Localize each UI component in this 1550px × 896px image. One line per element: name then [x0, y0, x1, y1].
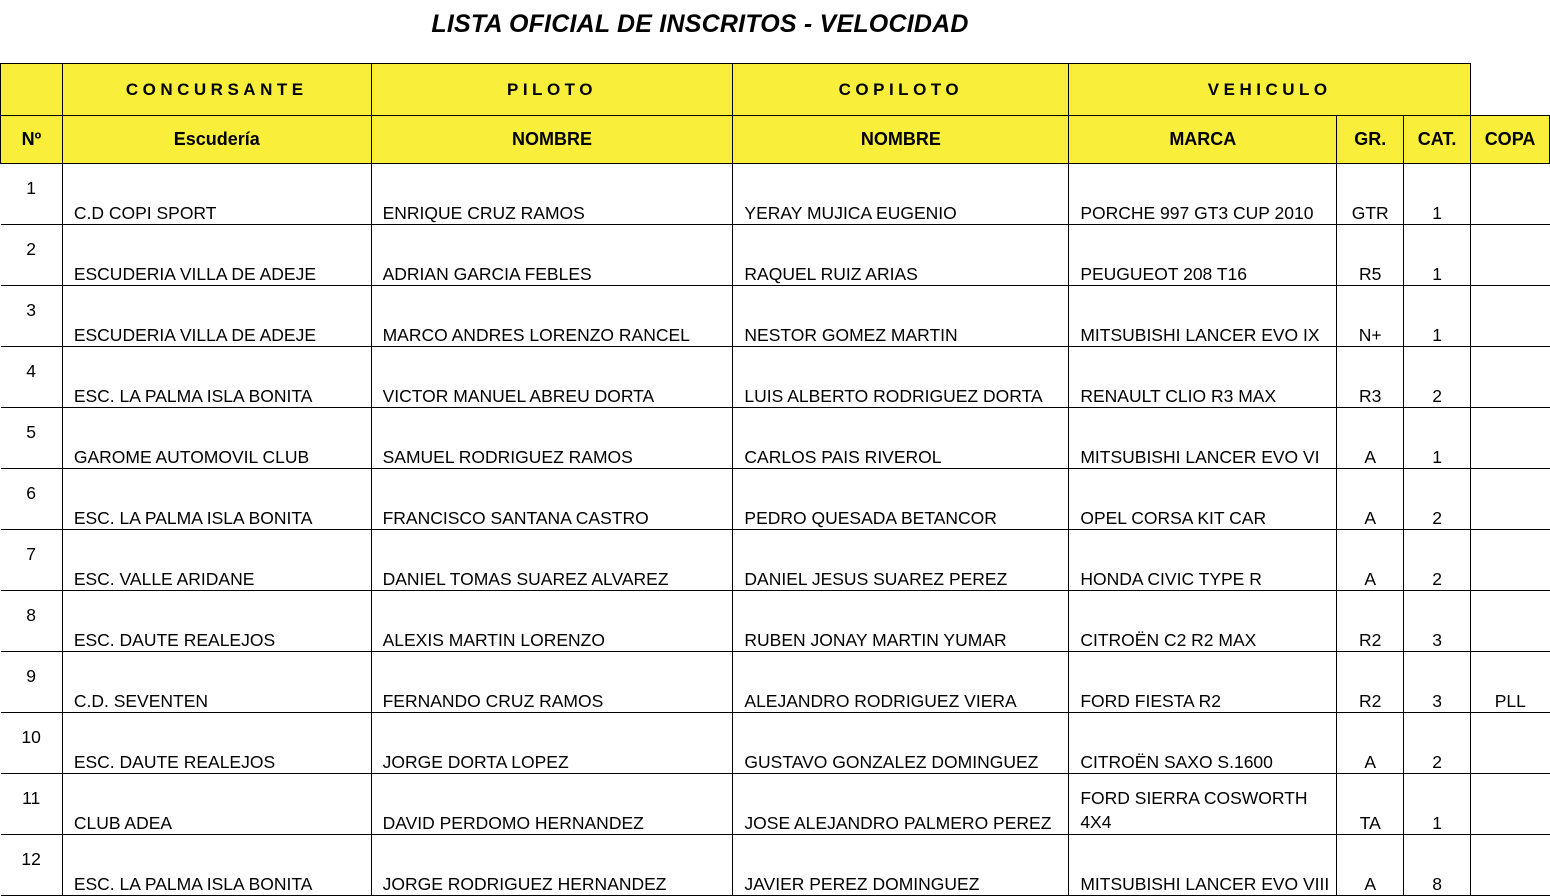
cell-piloto: ALEXIS MARTIN LORENZO — [371, 591, 733, 652]
table-row — [1, 713, 1550, 774]
group-header-concursante: CONCURSANTE — [62, 64, 371, 116]
cell-marca: RENAULT CLIO R3 MAX — [1069, 347, 1337, 408]
cell-num: 1 — [1, 164, 63, 225]
table-row — [1, 225, 1550, 286]
cell-piloto: DAVID PERDOMO HERNANDEZ — [371, 774, 733, 835]
cell-gr: A — [1337, 713, 1404, 774]
cell-copiloto: JOSE ALEJANDRO PALMERO PEREZ — [733, 774, 1069, 835]
cell-gr: GTR — [1337, 164, 1404, 225]
cell-copiloto: GUSTAVO GONZALEZ DOMINGUEZ — [733, 713, 1069, 774]
cell-escuderia: C.D COPI SPORT — [62, 164, 371, 225]
cell-gr: A — [1337, 835, 1404, 896]
cell-gr: TA — [1337, 774, 1404, 835]
cell-marca: FORD FIESTA R2 — [1069, 652, 1337, 713]
cell-copa — [1471, 469, 1550, 530]
table-row — [1, 408, 1550, 469]
cell-num: 12 — [1, 835, 63, 896]
cell-gr: R2 — [1337, 591, 1404, 652]
cell-gr: A — [1337, 530, 1404, 591]
cell-piloto: FERNANDO CRUZ RAMOS — [371, 652, 733, 713]
cell-cat: 1 — [1404, 286, 1471, 347]
cell-escuderia: ESC. LA PALMA ISLA BONITA — [62, 835, 371, 896]
cell-copiloto: PEDRO QUESADA BETANCOR — [733, 469, 1069, 530]
cell-piloto: JORGE DORTA LOPEZ — [371, 713, 733, 774]
cell-piloto: DANIEL TOMAS SUAREZ ALVAREZ — [371, 530, 733, 591]
cell-num: 3 — [1, 286, 63, 347]
cell-copiloto: DANIEL JESUS SUAREZ PEREZ — [733, 530, 1069, 591]
cell-cat: 2 — [1404, 713, 1471, 774]
cell-escuderia: ESC. LA PALMA ISLA BONITA — [62, 469, 371, 530]
column-header-marca: MARCA — [1069, 116, 1337, 164]
cell-copa — [1471, 225, 1550, 286]
cell-escuderia: C.D. SEVENTEN — [62, 652, 371, 713]
cell-copiloto: LUIS ALBERTO RODRIGUEZ DORTA — [733, 347, 1069, 408]
column-header-copa: COPA — [1471, 116, 1550, 164]
cell-marca: CITROËN C2 R2 MAX — [1069, 591, 1337, 652]
cell-marca: PORCHE 997 GT3 CUP 2010 — [1069, 164, 1337, 225]
cell-copa — [1471, 713, 1550, 774]
group-header-vehiculo: VEHICULO — [1069, 64, 1471, 116]
cell-escuderia: ESC. DAUTE REALEJOS — [62, 591, 371, 652]
cell-gr: A — [1337, 408, 1404, 469]
cell-num: 2 — [1, 225, 63, 286]
cell-piloto: MARCO ANDRES LORENZO RANCEL — [371, 286, 733, 347]
cell-cat: 1 — [1404, 225, 1471, 286]
entries-table — [0, 63, 1550, 896]
group-header-piloto: PILOTO — [371, 64, 733, 116]
column-header-copiloto-nombre: NOMBRE — [733, 116, 1069, 164]
cell-escuderia: ESC. VALLE ARIDANE — [62, 530, 371, 591]
cell-copa: PLL — [1471, 652, 1550, 713]
cell-cat: 2 — [1404, 347, 1471, 408]
cell-num: 8 — [1, 591, 63, 652]
cell-copiloto: JAVIER PEREZ DOMINGUEZ — [733, 835, 1069, 896]
cell-num: 11 — [1, 774, 63, 835]
table-row — [1, 652, 1550, 713]
column-header-cat: CAT. — [1404, 116, 1471, 164]
cell-piloto: FRANCISCO SANTANA CASTRO — [371, 469, 733, 530]
table-row — [1, 164, 1550, 225]
cell-cat: 3 — [1404, 591, 1471, 652]
cell-escuderia: ESCUDERIA VILLA DE ADEJE — [62, 225, 371, 286]
cell-copiloto: RUBEN JONAY MARTIN YUMAR — [733, 591, 1069, 652]
group-header-row — [1, 64, 1550, 116]
cell-copa — [1471, 835, 1550, 896]
cell-copa — [1471, 591, 1550, 652]
cell-copa — [1471, 164, 1550, 225]
table-row — [1, 835, 1550, 896]
cell-copa — [1471, 774, 1550, 835]
cell-escuderia: CLUB ADEA — [62, 774, 371, 835]
cell-cat: 3 — [1404, 652, 1471, 713]
cell-marca: MITSUBISHI LANCER EVO VI — [1069, 408, 1337, 469]
cell-copiloto: YERAY MUJICA EUGENIO — [733, 164, 1069, 225]
cell-piloto: VICTOR MANUEL ABREU DORTA — [371, 347, 733, 408]
cell-copiloto: CARLOS PAIS RIVEROL — [733, 408, 1069, 469]
column-header-piloto-nombre: NOMBRE — [371, 116, 733, 164]
column-header-gr: GR. — [1337, 116, 1404, 164]
cell-piloto: JORGE RODRIGUEZ HERNANDEZ — [371, 835, 733, 896]
column-header-num: Nº — [1, 116, 63, 164]
group-header-blank — [1, 64, 63, 116]
cell-num: 9 — [1, 652, 63, 713]
table-row — [1, 347, 1550, 408]
table-row — [1, 591, 1550, 652]
table-body — [1, 164, 1550, 896]
table-row — [1, 774, 1550, 835]
cell-copa — [1471, 347, 1550, 408]
table-row — [1, 530, 1550, 591]
cell-num: 6 — [1, 469, 63, 530]
cell-gr: A — [1337, 469, 1404, 530]
cell-cat: 1 — [1404, 774, 1471, 835]
cell-gr: N+ — [1337, 286, 1404, 347]
cell-copiloto: NESTOR GOMEZ MARTIN — [733, 286, 1069, 347]
cell-marca: FORD SIERRA COSWORTH 4X4 — [1069, 774, 1337, 835]
cell-escuderia: ESCUDERIA VILLA DE ADEJE — [62, 286, 371, 347]
cell-num: 10 — [1, 713, 63, 774]
cell-cat: 1 — [1404, 408, 1471, 469]
cell-marca: MITSUBISHI LANCER EVO IX — [1069, 286, 1337, 347]
group-header-empty — [1471, 64, 1550, 116]
cell-marca: HONDA CIVIC TYPE R — [1069, 530, 1337, 591]
cell-cat: 2 — [1404, 469, 1471, 530]
cell-copiloto: ALEJANDRO RODRIGUEZ VIERA — [733, 652, 1069, 713]
column-header-row — [1, 116, 1550, 164]
cell-cat: 2 — [1404, 530, 1471, 591]
cell-cat: 8 — [1404, 835, 1471, 896]
page-title: LISTA OFICIAL DE INSCRITOS - VELOCIDAD — [431, 10, 969, 38]
cell-marca: MITSUBISHI LANCER EVO VIII — [1069, 835, 1337, 896]
cell-piloto: ENRIQUE CRUZ RAMOS — [371, 164, 733, 225]
cell-num: 7 — [1, 530, 63, 591]
cell-piloto: ADRIAN GARCIA FEBLES — [371, 225, 733, 286]
table-row — [1, 469, 1550, 530]
cell-marca: OPEL CORSA KIT CAR — [1069, 469, 1337, 530]
table-row — [1, 286, 1550, 347]
cell-num: 5 — [1, 408, 63, 469]
cell-copa — [1471, 408, 1550, 469]
cell-gr: R2 — [1337, 652, 1404, 713]
cell-marca: PEUGUEOT 208 T16 — [1069, 225, 1337, 286]
cell-piloto: SAMUEL RODRIGUEZ RAMOS — [371, 408, 733, 469]
column-header-escuderia: Escudería — [62, 116, 371, 164]
cell-copa — [1471, 530, 1550, 591]
cell-marca: CITROËN SAXO S.1600 — [1069, 713, 1337, 774]
cell-gr: R5 — [1337, 225, 1404, 286]
cell-copiloto: RAQUEL RUIZ ARIAS — [733, 225, 1069, 286]
cell-copa — [1471, 286, 1550, 347]
cell-escuderia: GAROME AUTOMOVIL CLUB — [62, 408, 371, 469]
cell-num: 4 — [1, 347, 63, 408]
cell-escuderia: ESC. DAUTE REALEJOS — [62, 713, 371, 774]
cell-cat: 1 — [1404, 164, 1471, 225]
cell-gr: R3 — [1337, 347, 1404, 408]
group-header-copiloto: COPILOTO — [733, 64, 1069, 116]
cell-escuderia: ESC. LA PALMA ISLA BONITA — [62, 347, 371, 408]
